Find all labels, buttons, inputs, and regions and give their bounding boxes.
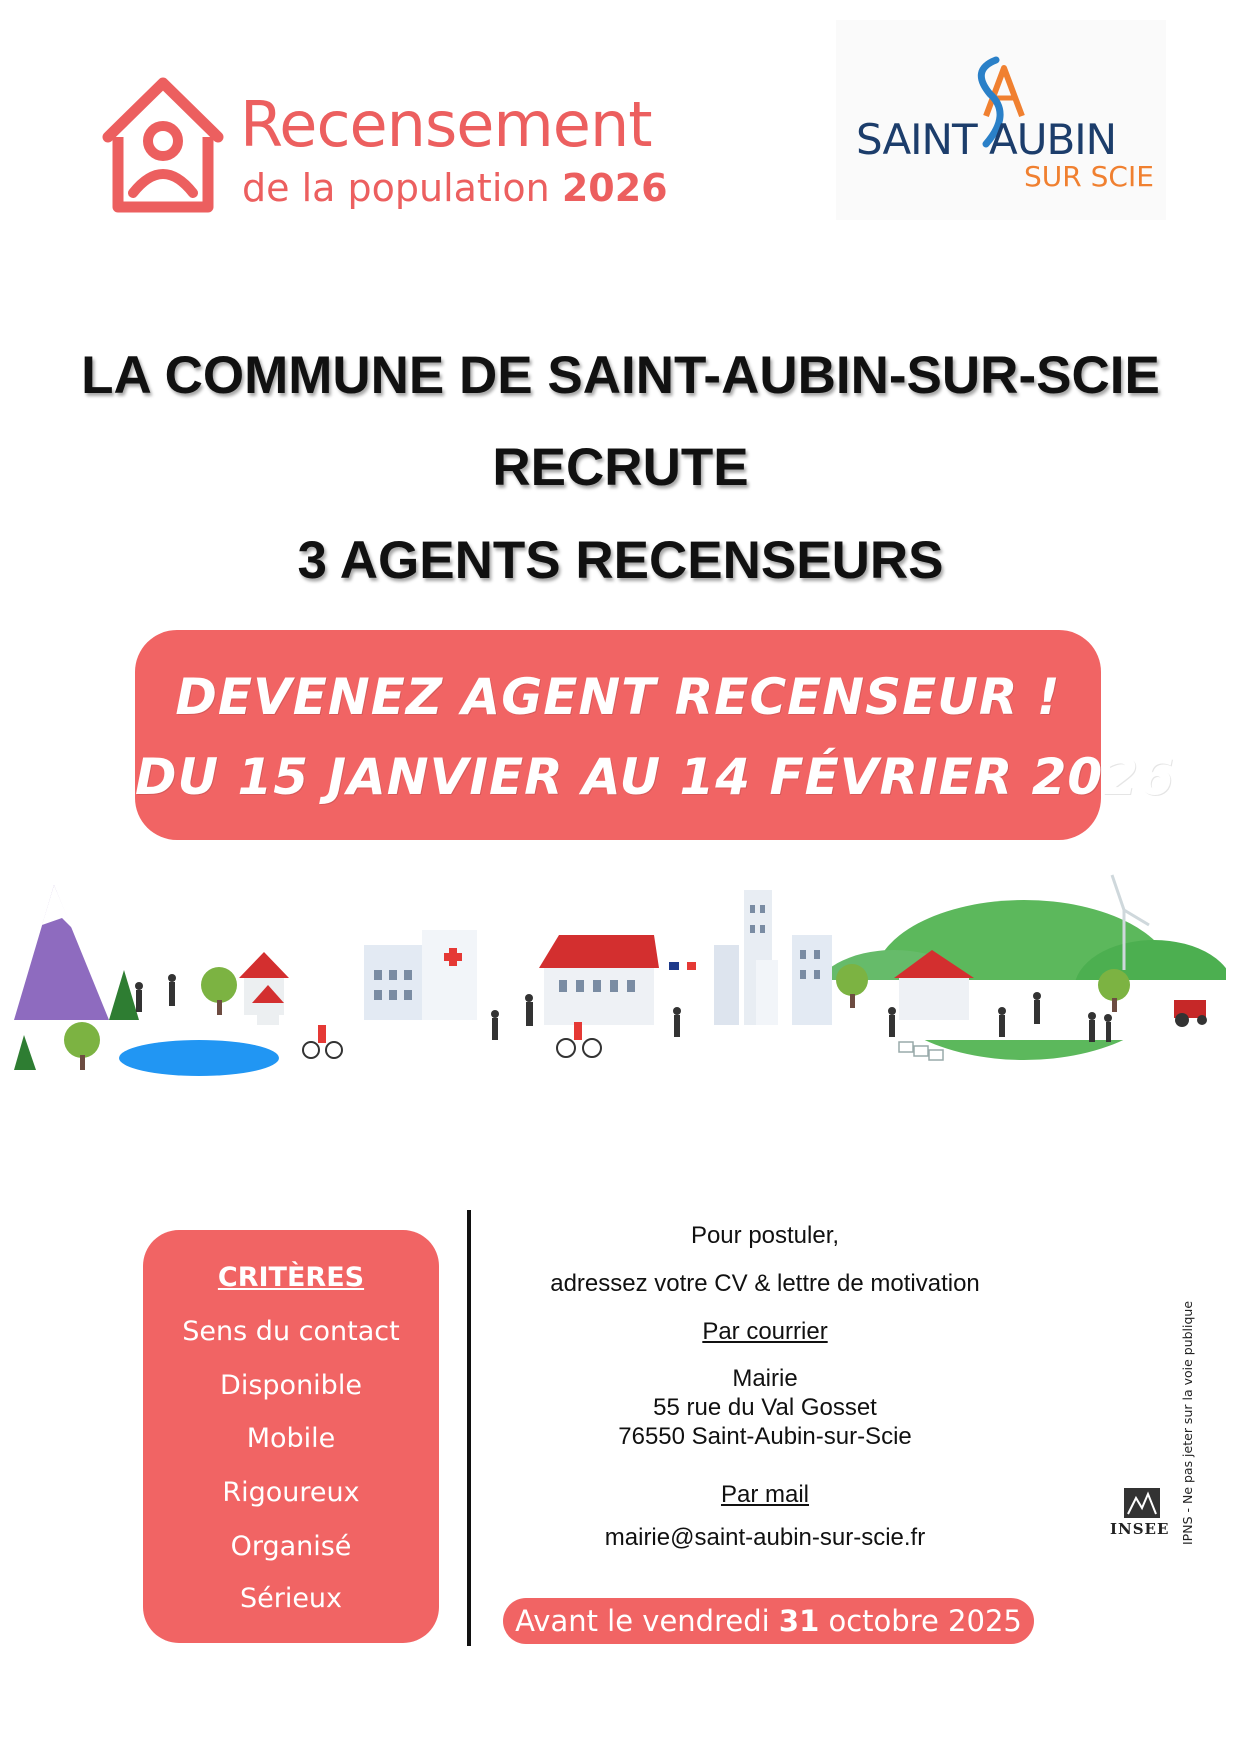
- address-line1: Mairie: [732, 1365, 798, 1392]
- by-post-label: Par courrier: [702, 1318, 828, 1345]
- commune-name: SAINT AUBIN: [856, 115, 1117, 164]
- headline-line2: RECRUTE: [492, 438, 749, 497]
- ipns-notice: IPNS - Ne pas jeter sur la voie publique: [1180, 1300, 1195, 1545]
- criteria-box: [143, 1230, 439, 1643]
- saint-aubin-logo: [836, 20, 1166, 220]
- commune-sub: SUR SCIE: [1024, 160, 1154, 193]
- headline-line3: 3 AGENTS RECENSEURS: [297, 531, 944, 590]
- criteria-item: Disponible: [220, 1370, 362, 1401]
- address-line3: 76550 Saint-Aubin-sur-Scie: [618, 1423, 912, 1450]
- insee-logo-icon: [1124, 1488, 1160, 1518]
- house-person-icon: [100, 75, 226, 215]
- email-link[interactable]: mairie@saint-aubin-sur-scie.fr: [604, 1524, 926, 1551]
- recruitment-banner: [135, 630, 1175, 840]
- banner-line1: DEVENEZ AGENT RECENSEUR !: [175, 668, 1061, 726]
- by-mail-label: Par mail: [720, 1481, 810, 1508]
- criteria-item: Organisé: [230, 1531, 352, 1562]
- recensement-title: Recensement: [240, 88, 652, 161]
- address-line2: 55 rue du Val Gosset: [653, 1394, 877, 1421]
- insee-label: INSEE: [1110, 1520, 1170, 1538]
- apply-instruction: adressez votre CV & lettre de motivation: [550, 1270, 980, 1297]
- deadline-badge: Avant le vendredi 31 octobre 2025: [503, 1598, 1034, 1644]
- criteria-item: Sérieux: [239, 1583, 343, 1614]
- criteria-item: Rigoureux: [222, 1477, 360, 1508]
- recensement-subtitle: de la population 2026: [242, 166, 668, 210]
- criteria-item: Mobile: [246, 1423, 336, 1454]
- apply-intro: Pour postuler,: [690, 1222, 840, 1249]
- vertical-divider: [467, 1210, 471, 1646]
- criteria-item: Sens du contact: [182, 1316, 400, 1347]
- banner-line2: DU 15 JANVIER AU 14 FÉVRIER 2026: [135, 748, 1175, 806]
- criteria-title: CRITÈRES: [217, 1262, 365, 1293]
- headline-line1: LA COMMUNE DE SAINT-AUBIN-SUR-SCIE: [81, 346, 1160, 405]
- recensement-logo: [100, 70, 720, 230]
- town-illustration: [14, 870, 1226, 1090]
